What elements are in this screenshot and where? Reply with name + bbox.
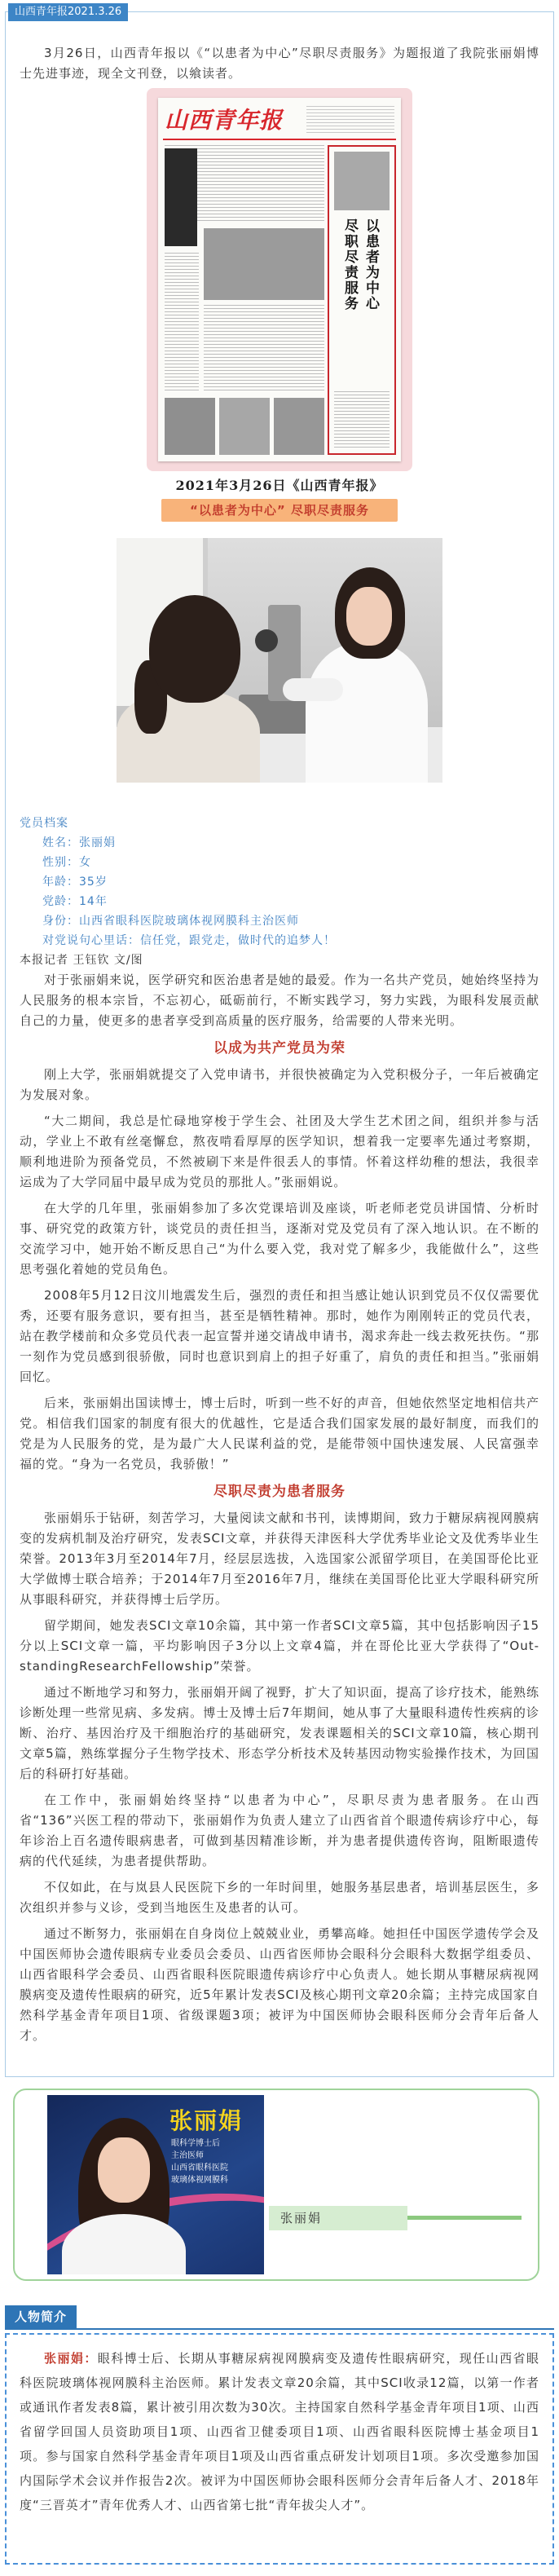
doctor-coat [306, 642, 428, 783]
date-badge: 山西青年报2021.3.26 [8, 3, 128, 21]
newspaper-photo [274, 398, 324, 455]
masthead-rule [163, 139, 396, 140]
name-label-bar [407, 2216, 522, 2220]
section-heading: 以成为共产党员为荣 [213, 1040, 346, 1056]
headline-line-2: 尽职尽责服务 [341, 218, 358, 311]
profile-name: 姓名：张丽娟 [42, 836, 116, 849]
profile-party-age: 党龄：14年 [42, 895, 108, 908]
newspaper-photo [219, 398, 270, 455]
party-profile-title: 党员档案 [20, 817, 68, 830]
doctor-arm [283, 678, 343, 701]
portrait-name: 张丽娟 [169, 2107, 244, 2134]
lead-paragraph: 对于张丽娟来说，医学研究和医治患者是她的最爱。作为一名共产党员，她始终坚持为人民服务的根本宗旨，不忘初心，砥砺前行，不断实践学习，努力实践，为眼科发展贡献自己的力量，使更多的患者享受到高质量的医疗服务，给需要的人带来光明。 [20, 973, 540, 1028]
article-paragraph: 在大学的几年里，张丽娟参加了多次党课培训及座谈，听老师老党员讲国情、分析时事、研究党的政策方针，谈党员的责任担当，逐渐对党及党员有了深入地认识。在不断的交流学习中，她开始不断反思自己“为什么要入党，我对党了解多少，我能做什么”，这些思考强化着她的党员角色。 [20, 1201, 539, 1277]
profile-card [13, 2089, 539, 2281]
patient-head [149, 595, 240, 703]
bio-text: 眼科博士后、长期从事糖尿病视网膜病变及遗传性眼病研究，现任山西省眼科医院玻璃体视网膜科主治医师。累计发表文章20余篇，其中SCI收录12篇，以第一作者或通讯作者发表8篇，累计被引用次数为30次。主持国家自然科学基金青年项目1项、山西省留学回国人员资助项目1项、山西省卫健委项目1项、山西省眼科医院博士基金项目1项。参与国家自然科学基金青年项目1项及山西省重点研发计划项目1项。多次受邀参加国内国际学术会议并作报告2次。被评为中国医师协会眼科医师分会青年后备人才、2018年度“三晋英才”青年优秀人才、山西省第七批“青年拔尖人才”。 [20, 2351, 539, 2512]
bio-header-tab: 人物简介 [5, 2305, 77, 2328]
portrait-title-line: 玻璃体视网膜科 [171, 2176, 228, 2185]
article-paragraph: 通过不断地学习和努力，张丽娟开阔了视野，扩大了知识面，提高了诊疗技术，能熟练诊断处理一些常见病、多发病。博士及博士后7年期间，她从事了大量眼科遗传性疾病的诊断、治疗、基因治疗及干细胞治疗的基础研究，发表课题相关的SCI文章10篇，核心期刊文章5篇，熟练掌握分子生物学技术、形态学分析技术及转基因动物实验操作技术，为回国后的科研打好基础。 [20, 1685, 540, 1781]
section-heading: 尽职尽责为患者服务 [213, 1484, 346, 1500]
name-label: 张丽娟 [269, 2206, 407, 2230]
featured-article-box [328, 145, 396, 455]
newspaper-frame [147, 88, 412, 471]
article-paragraph: 后来，张丽娟出国读博士，博士后时，听到一些不好的声音，但她依然坚定地相信共产党。相信我们国家的制度有很大的优越性，它是适合我们国家发展的最好制度，而我们的党是为人民服务的党，是为最广大人民谋利益的党，是能带领中国快速发展、人民富强幸福的党。“身为一名党员，我骄傲！” [20, 1396, 540, 1471]
article-container [5, 11, 554, 2077]
profile-gender: 性别：女 [42, 856, 91, 869]
article-paragraph: 张丽娟乐于钻研，刻苦学习，大量阅读文献和书刊，读博期间，致力于糖尿病视网膜病变的发病机制及治疗研究，发表SCI文章，并获得天津医科大学优秀毕业论文及优秀毕业生荣誉。2013年3月至2014年7月，经层层选拔，入选国家公派留学项目，在美国哥伦比亚大学做博士联合培养；于2014年7月至2016年7月，继续在美国哥伦比亚大学眼科研究所从事眼科研究，并获得博士后学历。 [20, 1511, 540, 1607]
newspaper-headline-block [165, 148, 197, 246]
article-paragraph: 通过不断努力，张丽娟在自身岗位上兢兢业业，勇攀高峰。她担任中国医学遗传学会及中国医师协会遗传眼病专业委员会委员、山西省医师协会眼科分会眼科大数据学组委员、山西省眼科学会委员、山西省眼科医院眼遗传病诊疗中心负责人。她长期从事糖尿病视网膜病变及遗传性眼病的研究，近5年累计发表SCI及核心期刊文章20余篇；主持完成国家自然科学基金青年项目1项、省级课题3项；被评为中国医师协会眼科医师分会青年后备人才。 [20, 1926, 540, 2043]
portrait-photo [47, 2095, 264, 2274]
slit-lamp-lens [255, 629, 278, 652]
portrait-title-line: 主治医师 [171, 2151, 204, 2160]
article-paragraph: 在工作中，张丽娟始终坚持“以患者为中心”，尽职尽责为患者服务。在山西省“136”兴医工程的带动下，张丽娟作为负责人建立了山西省首个眼遗传病诊疗中心，每年诊治上百名遗传眼病患者，可做到基因精准诊断，并为患者提供遗传咨询，阻断眼遗传病的代代延续，为患者提供帮助。 [20, 1793, 539, 1868]
intro-paragraph: 3月26日，山西青年报以《“以患者为中心”尽职尽责服务》为题报道了我院张丽娟博士先进事迹，现全文刊登，以飨读者。 [20, 46, 539, 81]
profile-age: 年龄：35岁 [42, 876, 108, 889]
bio-box [5, 2333, 554, 2565]
featured-article-photo [334, 152, 390, 210]
newspaper-caption: 2021年3月26日《山西青年报》 [175, 478, 384, 493]
featured-article-text [334, 391, 390, 448]
newspaper-text-column [165, 253, 199, 391]
article-paragraph: 刚上大学，张丽娟就提交了入党申请书，并很快被确定为入党积极分子，一年后被确定为发展对象。 [20, 1067, 540, 1102]
bio-name: 张丽娟： [44, 2351, 98, 2366]
newspaper-page-image [158, 98, 401, 461]
article-paragraph: 2008年5月12日汶川地震发生后，强烈的责任和担当感让她认识到党员不仅仅需要优秀，还要有服务意识，要有担当，甚至是牺牲精神。那时，她作为刚刚转正的党员代表，站在教学楼前和众多党员代表一起宣誓并递交请战申请书，渴求奔赴一线去救死扶伤。“那一刻作为党员感到很骄傲，同时也意识到肩上的担子好重了，肩负的责任和担当。”张丽娟回忆。 [20, 1288, 539, 1384]
portrait-title-line: 山西省眼科医院 [171, 2164, 228, 2172]
masthead-info-lines [306, 106, 394, 134]
article-paragraph: 留学期间，她发表SCI文章10余篇，其中第一作者SCI文章5篇，其中包括影响因子15分以上SCI文章一篇，平均影响因子3分以上文章4篇，并在哥伦比亚大学获得了“Out-standingResearchFellowship”荣誉。 [20, 1618, 539, 1674]
portrait-title-line: 眼科学博士后 [171, 2139, 220, 2148]
byline: 本报记者 王钰钦 文/图 [20, 954, 143, 967]
portrait-face [98, 2137, 150, 2203]
newspaper-masthead: 山西青年报 [165, 107, 284, 134]
profile-message: 对党说句心里话：信任党，跟党走，做时代的追梦人！ [42, 934, 336, 947]
doctor-patient-photo [117, 538, 442, 783]
portrait-titles [171, 2137, 228, 2186]
headline-line-1: 以患者为中心 [363, 218, 379, 311]
article-paragraph: 不仅如此，在与岚县人民医院下乡的一年时间里，她服务基层患者，培训基层医生，多次组织并参与义诊，受到当地医生及患者的认可。 [20, 1880, 540, 1915]
newspaper-text-column [204, 305, 324, 391]
title-banner: “以患者为中心” 尽职尽责服务 [161, 499, 398, 522]
bio-header [5, 2305, 554, 2330]
article-paragraph: “大二期间，我总是忙碌地穿梭于学生会、社团及大学生艺术团之间，组织并参与活动，学业上不敢有丝毫懈怠，熬夜啃看厚厚的医学知识，想着我一定要率先通过考察期，顺利地进阶为预备党员，不然被刷下来是件很丢人的事情。怀着这样幼稚的想法，我很幸运成为了大学同届中最早成为党员的那批人。”张丽娟说。 [20, 1114, 539, 1189]
profile-position: 身份：山西省眼科医院玻璃体视网膜科主治医师 [42, 915, 299, 928]
newspaper-photo [165, 398, 215, 455]
doctor-face [346, 587, 392, 646]
newspaper-photo [204, 228, 324, 300]
